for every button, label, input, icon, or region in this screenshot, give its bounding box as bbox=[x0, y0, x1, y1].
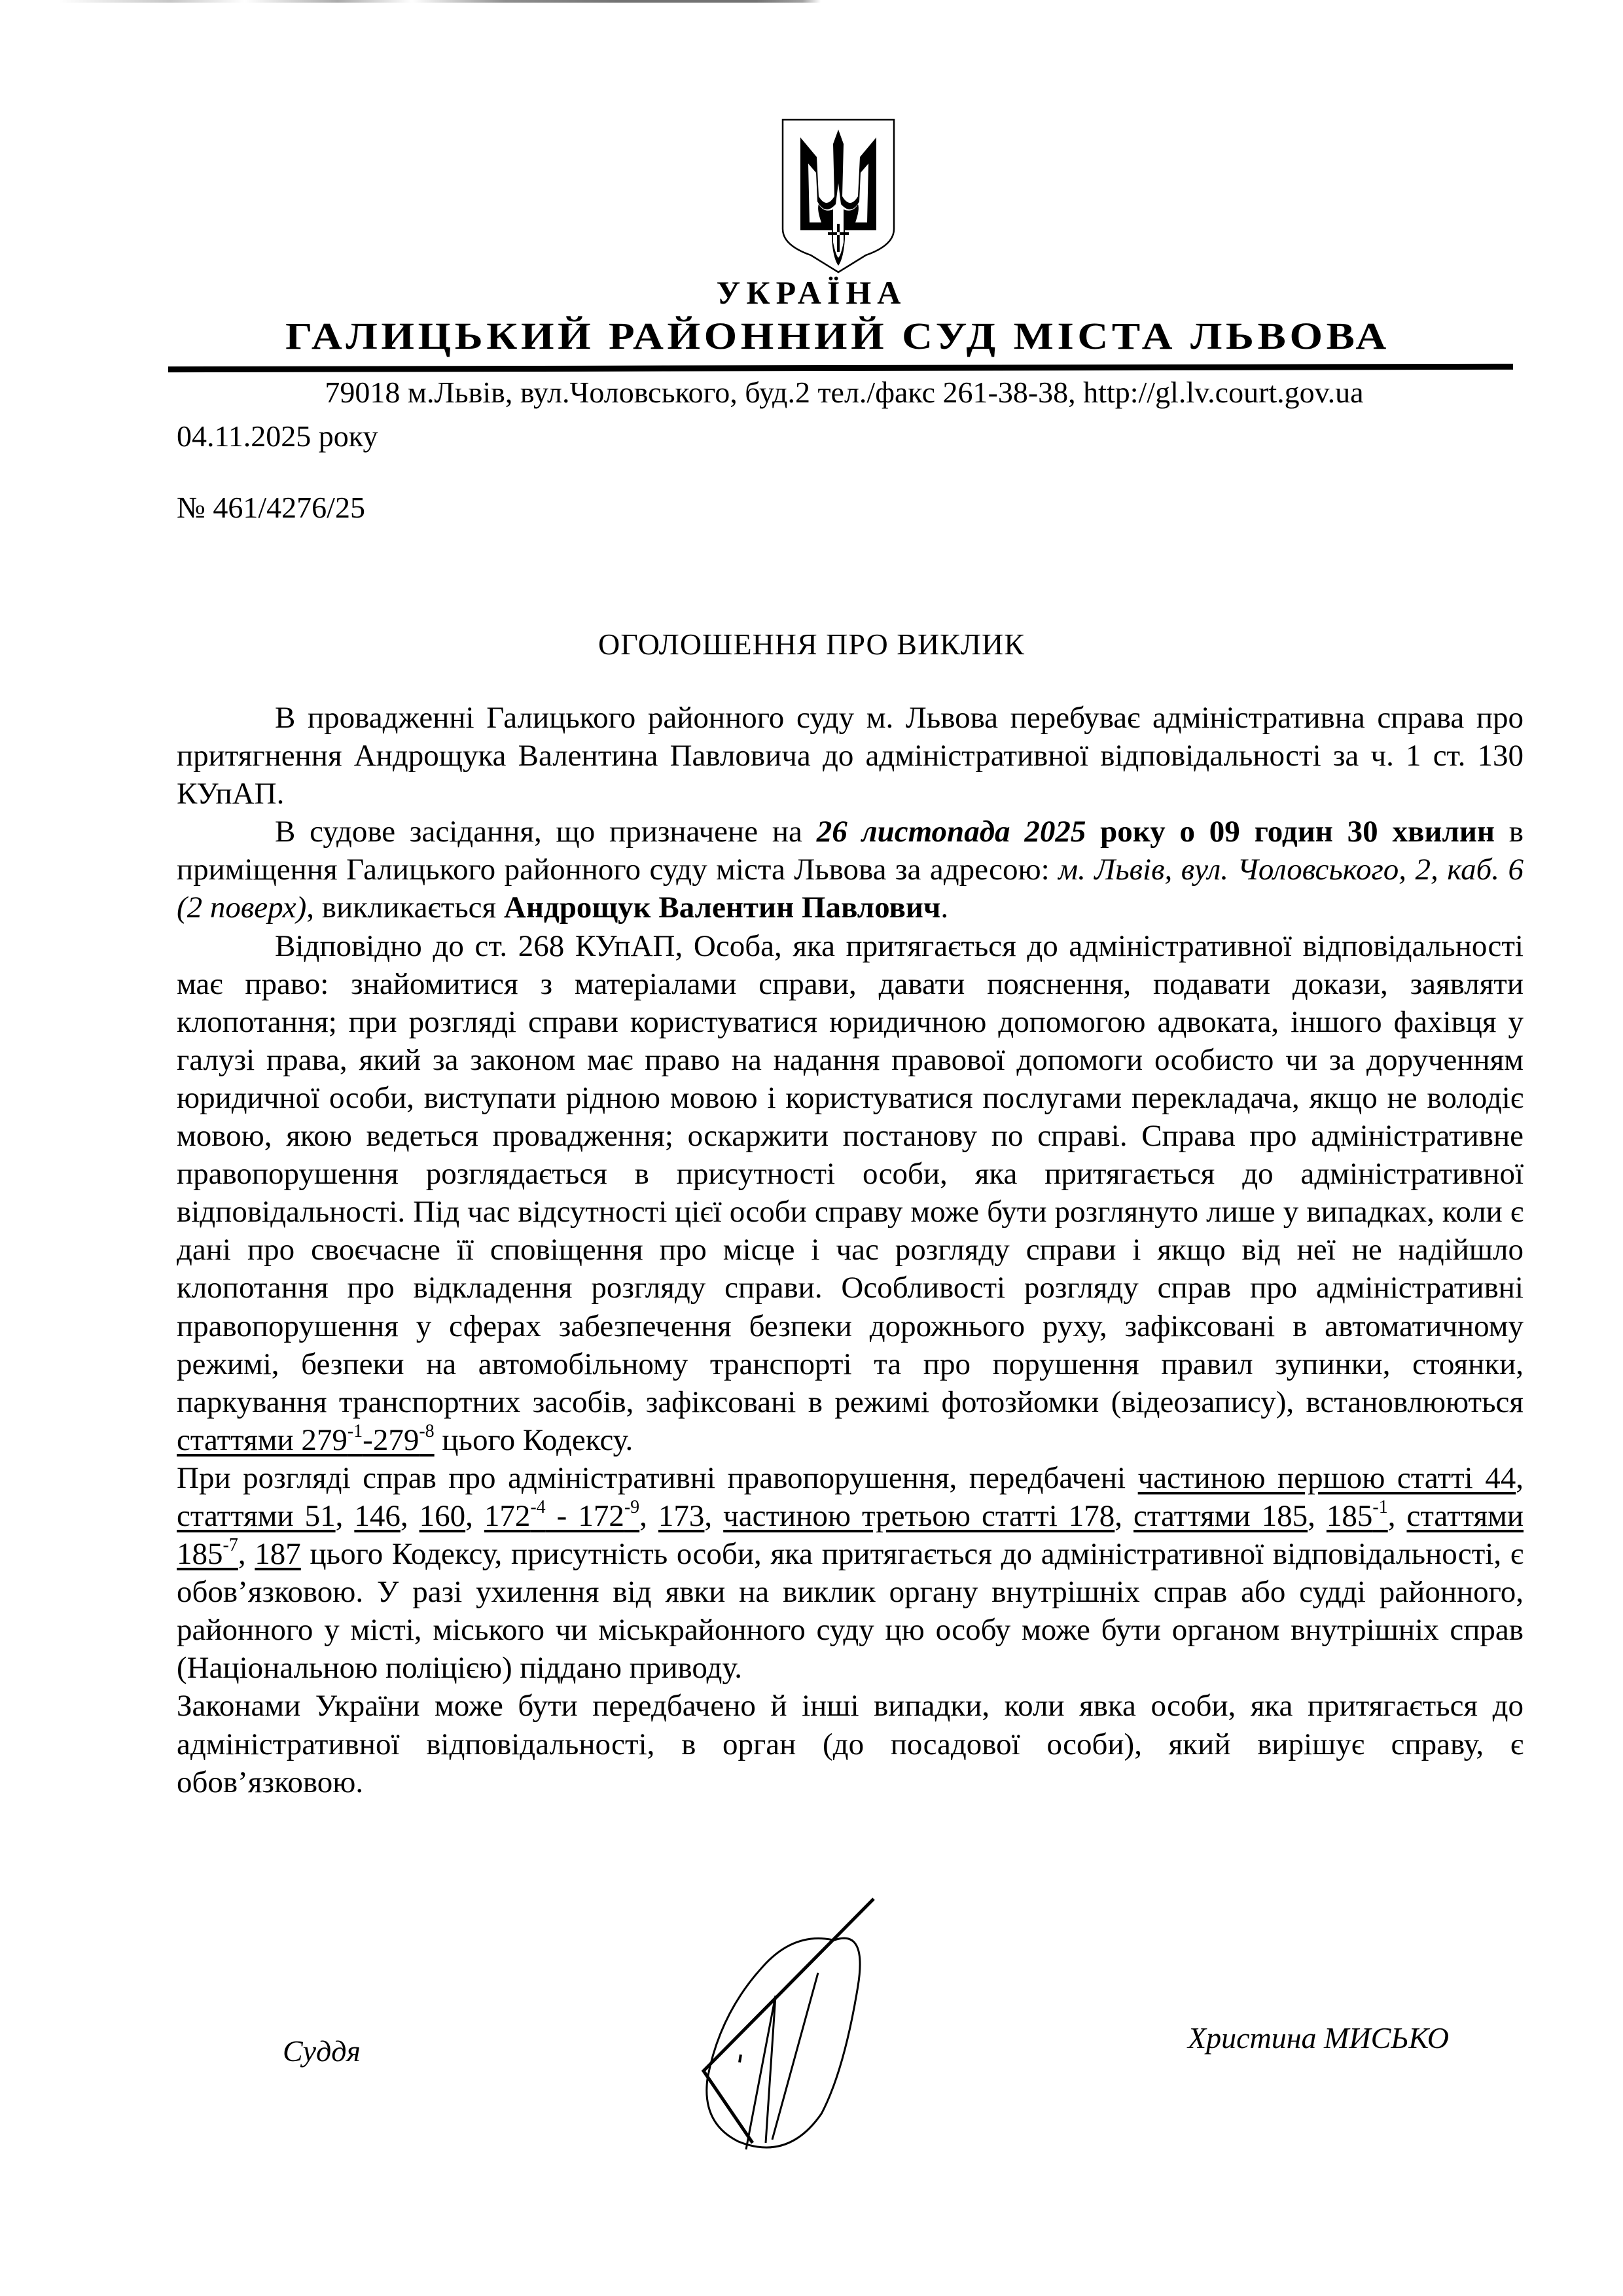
text: цього Кодексу, присутність особи, яка притягається до адміністративної відповідальності, є обов’язковою. У разі ухилення від явки на виклик органу внутрішніх справ або судді районного, районного у місті, міського чи міськрайонного суду цю особу може бути органом внутрішніх справ (Національною поліцією) піддано приводу. bbox=[177, 1537, 1524, 1686]
paragraph-case-info: В провадженні Галицького районного суду м. Львова перебуває адміністративна справа про притягнення Андрощука Валентина Павловича до адміністративної відповідальності за ч. 1 ст. 130 КУпАП. bbox=[177, 701, 1524, 811]
text: , викликається bbox=[306, 891, 504, 925]
case-number: № 461/4276/25 bbox=[177, 491, 365, 524]
paragraph-rights bbox=[177, 927, 1524, 1459]
court-name: ГАЛИЦЬКИЙ РАЙОННИЙ СУД МІСТА ЛЬВОВА bbox=[285, 315, 1390, 357]
law-reference-link[interactable]: статтями 185 bbox=[1133, 1498, 1308, 1533]
law-reference-link[interactable]: 187 bbox=[255, 1537, 301, 1572]
law-reference-link[interactable]: 173 bbox=[658, 1498, 705, 1533]
scan-artifact bbox=[59, 0, 988, 3]
law-reference-link[interactable]: статтями $185^{-7}$ bbox=[177, 1498, 1524, 1572]
document-title: ОГОЛОШЕННЯ ПРО ВИКЛИК bbox=[598, 627, 1025, 661]
paragraph-other-cases: Законами України може бути передбачено й інші випадки, коли явка особи, яка притягається до адміністративної відповідальності, в орган (до посадової особи), який вирішує справу, є обов’язковою. bbox=[177, 1689, 1524, 1799]
law-reference-link[interactable]: частиною третьою статті 178 bbox=[723, 1498, 1115, 1533]
handwritten-signature-icon bbox=[641, 1891, 903, 2166]
law-reference-link[interactable]: $172^{-4} - 172^{-9}$ bbox=[484, 1496, 640, 1533]
law-reference-link[interactable]: $185^{-1}$ bbox=[1326, 1496, 1388, 1533]
hearing-time: року о 09 годин 30 хвилин bbox=[1086, 815, 1495, 849]
hearing-address: м. Львів, вул. Чоловського, 2, каб. 6 (2 поверх) bbox=[177, 853, 1524, 925]
country-name: УКРАЇНА bbox=[716, 274, 907, 311]
text: При розгляді справ про адміністративні правопорушення, передбачені bbox=[177, 1460, 1138, 1495]
law-reference-link[interactable]: частиною першою статті 44 bbox=[1137, 1460, 1516, 1495]
hearing-date: 26 листопада 2025 bbox=[816, 815, 1086, 849]
text: цього Кодексу. bbox=[434, 1422, 633, 1457]
trident-coat-of-arms-icon bbox=[781, 118, 896, 274]
text: в приміщення Галицького районного суду міста Львова за адресою: bbox=[177, 815, 1524, 887]
summoned-person: Андрощук Валентин Павлович bbox=[503, 891, 941, 925]
law-reference-link[interactable]: статтями $279^{-1}-279^{-8}$ bbox=[177, 1421, 435, 1457]
text: . bbox=[940, 891, 949, 925]
paragraph-mandatory-presence: При розгляді справ про адміністративні правопорушення, передбачені частиною першою статті 44, статтями 51, 146, 160, $172^{-4} - 172^{-9}$, 173, частиною третьою статті 178, статтями 185, $185^{-1}$, статтями $185^{-7}$, 187 цього Кодексу, присутність особи, яка притягається до адміністративної відповідальності, є обов’язковою. У разі ухилення від явки на виклик органу внутрішніх справ або судді районного, районного у місті, міського чи міськрайонного суду цю особу може бути органом внутрішніх справ (Національною поліцією) піддано приводу. bbox=[177, 1460, 1524, 1686]
paragraph-summons bbox=[177, 813, 1524, 927]
document-date: 04.11.2025 року bbox=[177, 419, 378, 453]
court-address: 79018 м.Львів, вул.Чоловського, буд.2 тел./факс 261-38-38, http://gl.lv.court.gov.ua bbox=[325, 376, 1364, 409]
judge-label: Суддя bbox=[283, 2034, 361, 2068]
law-reference-link[interactable]: статтями 51 bbox=[177, 1498, 336, 1533]
judge-name: Христина МИСЬКО bbox=[1188, 2021, 1450, 2055]
document-body bbox=[177, 699, 1524, 1801]
law-reference-link[interactable]: 146 bbox=[354, 1498, 401, 1533]
header-divider bbox=[168, 364, 1513, 372]
text: В судове засідання, що призначене на bbox=[275, 815, 817, 849]
law-reference-link[interactable]: 160 bbox=[419, 1498, 466, 1533]
text: Відповідно до ст. 268 КУпАП, Особа, яка притягається до адміністративної відповідальності має право: знайомитися з матеріалами справи, давати пояснення, подавати докази, заявляти клопотання; при розгляді справи користуватися юридичною допомогою адвоката, іншого фахівця у галузі права, який за законом має право на надання правової допомоги особисто чи за дорученням юридичної особи, виступати рідною мовою і користуватися послугами перекладача, якщо не володіє мовою, якою ведеться провадження; оскаржити постанову по справі. Справа про адміністративне правопорушення розглядається в присутності особи, яка притягається до адміністративної відповідальності. Під час відсутності цієї особи справу може бути розглянуто лише у випадках, коли є дані про своєчасне її сповіщення про місце і час розгляду справи і якщо від неї не надійшло клопотання про відкладення розгляду справи. Особливості розгляду справ про адміністративні правопорушення у сферах забезпечення безпеки дорожнього руху, зафіксовані в автоматичному режимі, безпеки на автомобільному транспорті та про порушення правил зупинки, стоянки, паркування транспортних засобів, зафіксовані в режимі фотозйомки (відеозапису), встановлюються bbox=[177, 928, 1524, 1419]
